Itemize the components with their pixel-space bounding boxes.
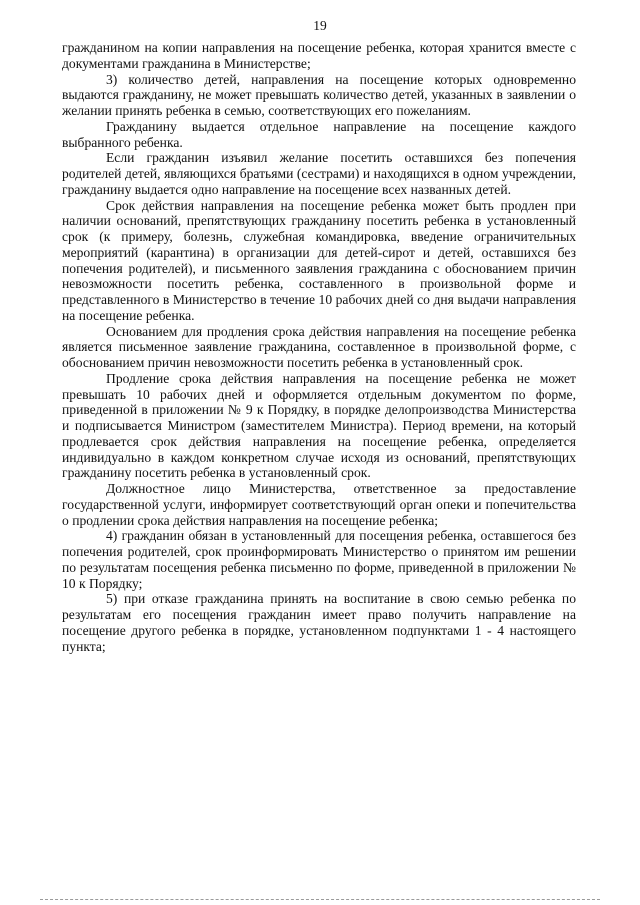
paragraph-item-3: 3) количество детей, направления на посещение которых одновременно выдаются гражданину, не может превышать количество детей, указанных в заявлении о желании принять ребенка в семью, соответствующих его пожеланиям. xyxy=(62,71,576,118)
scan-bottom-edge xyxy=(40,899,600,900)
page-number: 19 xyxy=(313,18,327,33)
paragraph-siblings: Если гражданин изъявил желание посетить оставшихся без попечения родителей детей, являющихся братьями (сестрами) и находящихся в одном учреждении, гражданину выдается одно направление на посещение всех названных детей. xyxy=(62,150,576,197)
document-body xyxy=(62,40,576,654)
paragraph-item-4: 4) гражданин обязан в установленный для посещения ребенка, оставшегося без попечения родителей, срок проинформировать Министерство о принятом им решении по результатам посещения ребенка письменно по форме, приведенной в приложении № 10 к Порядку; xyxy=(62,528,576,591)
paragraph-extension-duration: Продление срока действия направления на посещение ребенка не может превышать 10 рабочих дней и оформляется отдельным документом по форме, приведенной в приложении № 9 к Порядку, в порядке делопроизводства Министерства и подписывается Министром (заместителем Министра). Период времени, на который продлевается срок действия направления на посещение ребенка, определяется индивидуально в каждом конкретном случае исходя из оснований, препятствующих гражданину посетить ребенка в установленный срок. xyxy=(62,370,576,481)
paragraph-extension-grounds: Срок действия направления на посещение ребенка может быть продлен при наличии оснований, препятствующих гражданину посетить ребенка в установленный срок (к примеру, болезнь, служебная командировка, введение ограничительных мероприятий (карантина) в организации для детей-сирот и детей, оставшихся без попечения родителей), и письменного заявления гражданина с обоснованием причин невозможности посетить ребенка, составленного в произвольной форме и представленного в Министерство в течение 10 рабочих дней со дня выдачи направления на посещение ребенка. xyxy=(62,197,576,323)
paragraph-extension-basis: Основанием для продления срока действия направления на посещение ребенка является письменное заявление гражданина, составленное в произвольной форме, с обоснованием причин невозможности посетить ребенка в установленный срок. xyxy=(62,323,576,370)
paragraph-separate-direction: Гражданину выдается отдельное направление на посещение каждого выбранного ребенка. xyxy=(62,118,576,150)
paragraph-official-informs: Должностное лицо Министерства, ответственное за предоставление государственной услуги, информирует соответствующий орган опеки и попечительства о продлении срока действия направления на посещение ребенка; xyxy=(62,481,576,528)
paragraph-continuation: гражданином на копии направления на посещение ребенка, которая хранится вместе с документами гражданина в Министерстве; xyxy=(62,40,576,71)
paragraph-item-5: 5) при отказе гражданина принять на воспитание в свою семью ребенка по результатам его посещения гражданин имеет право получить направление на посещение другого ребенка в порядке, установленном подпунктами 1 - 4 настоящего пункта; xyxy=(62,591,576,654)
